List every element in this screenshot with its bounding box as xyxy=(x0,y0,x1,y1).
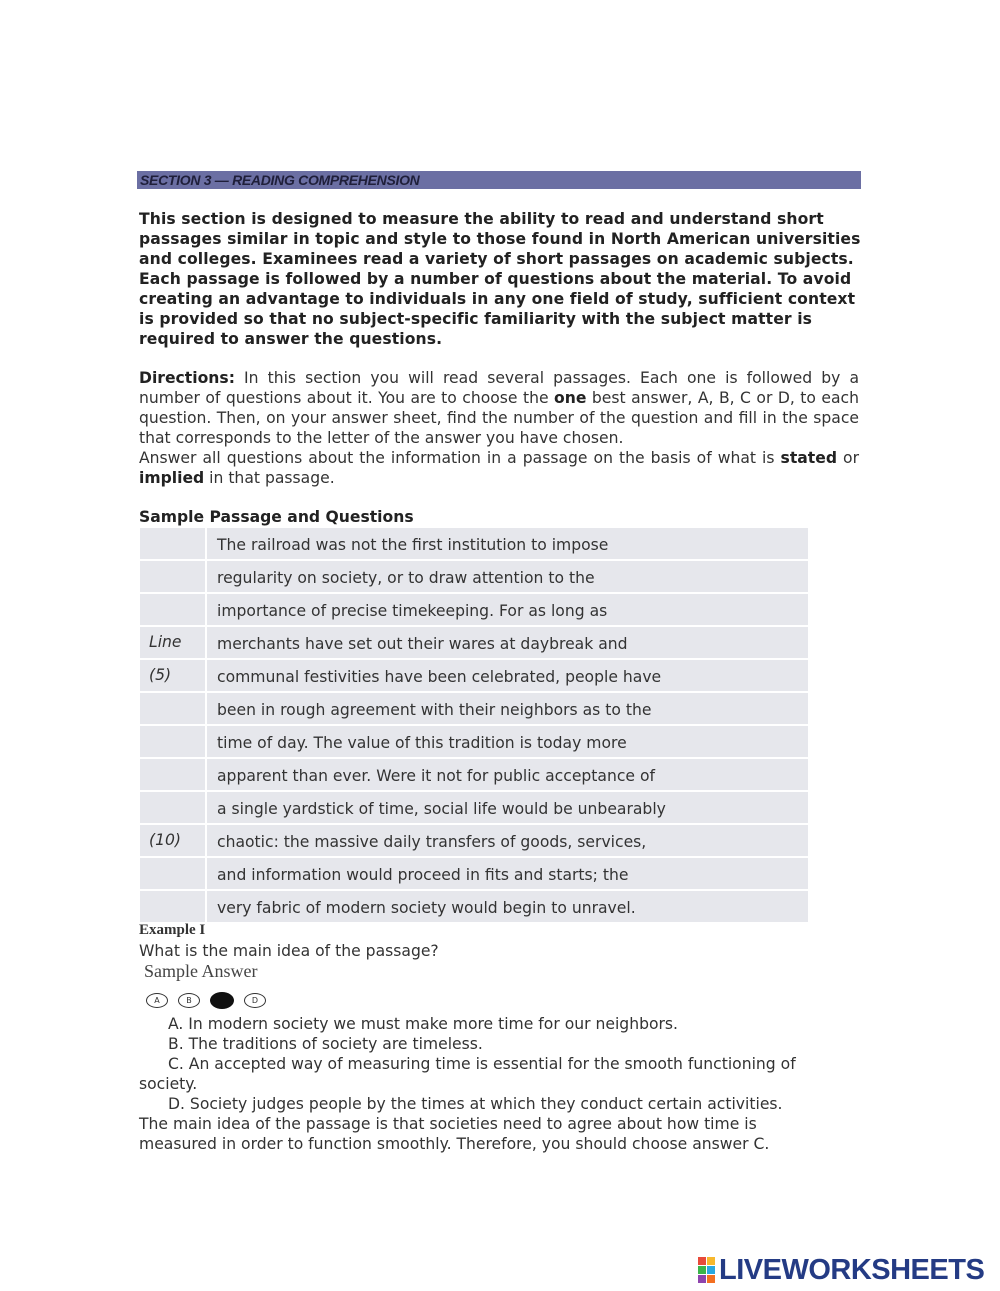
example-question: What is the main idea of the passage? xyxy=(139,942,439,960)
answer-bubbles xyxy=(146,993,266,1009)
option-b: B. The traditions of society are timeless. xyxy=(168,1035,483,1053)
passage-line: The railroad was not the first institution to impose xyxy=(207,528,808,559)
line-number xyxy=(140,726,205,757)
sample-heading: Sample Passage and Questions xyxy=(139,508,414,526)
logo-blocks-icon xyxy=(698,1257,715,1283)
section-title-bar xyxy=(137,171,861,189)
passage-line: time of day. The value of this tradition is today more xyxy=(207,726,808,757)
directions-one: one xyxy=(554,389,587,407)
line-number xyxy=(140,594,205,625)
passage-line: and information would proceed in fits and starts; the xyxy=(207,858,808,889)
directions-text-1: In this section you will read several passages. Each one is followed by a number of questions about it. You are to choose the xyxy=(139,369,859,407)
line-number xyxy=(140,792,205,823)
directions-or: or xyxy=(837,449,859,467)
directions-text-2: best answer, A, B, C or D, to each question. Then, on your answer sheet, find the number of the question and fill in the space that corresponds to the letter of the answer you have chosen. xyxy=(139,389,859,447)
directions-text-3: Answer all questions about the information in a passage on the basis of what is xyxy=(139,449,781,467)
sample-passage-table xyxy=(140,528,808,924)
line-number: (10) xyxy=(140,825,205,856)
line-number: (5) xyxy=(140,660,205,691)
line-number xyxy=(140,528,205,559)
line-number: Line xyxy=(140,627,205,658)
passage-line: a single yardstick of time, social life would be unbearably xyxy=(207,792,808,823)
section-title: SECTION 3 — READING COMPREHENSION xyxy=(140,172,420,188)
option-d: D. Society judges people by the times at which they conduct certain activities. xyxy=(168,1095,783,1113)
intro-paragraph: This section is designed to measure the ability to read and understand short passages similar in topic and style to those found in North American universities and colleges. Examinees read a variety of short passages on academic subjects. Each passage is followed by a number of questions about the material. To avoid creating an advantage to individuals in any one field of study, sufficient context is provided so that no subject-specific familiarity with the subject matter is required to answer the questions. xyxy=(139,210,861,348)
logo-text: LIVEWORKSHEETS xyxy=(719,1254,985,1286)
passage-line: very fabric of modern society would begin to unravel. xyxy=(207,891,808,922)
option-c: C. An accepted way of measuring time is essential for the smooth functioning of society. xyxy=(139,1055,796,1093)
bubble-b: B xyxy=(178,993,200,1008)
directions-stated: stated xyxy=(780,449,837,467)
passage-row xyxy=(140,693,808,726)
example-label: Example I xyxy=(139,922,206,938)
line-number xyxy=(140,891,205,922)
directions-paragraph xyxy=(139,368,859,488)
passage-row xyxy=(140,891,808,924)
passage-line: communal festivities have been celebrated, people have xyxy=(207,660,808,691)
passage-line: regularity on society, or to draw attention to the xyxy=(207,561,808,592)
passage-line: importance of precise timekeeping. For as long as xyxy=(207,594,808,625)
passage-row xyxy=(140,627,808,660)
liveworksheets-logo xyxy=(698,1255,984,1285)
bubble-d: D xyxy=(244,993,266,1008)
line-number xyxy=(140,858,205,889)
passage-line: chaotic: the massive daily transfers of goods, services, xyxy=(207,825,808,856)
sample-answer-label: Sample Answer xyxy=(144,961,258,981)
passage-row xyxy=(140,792,808,825)
directions-label: Directions: xyxy=(139,369,235,387)
explanation: The main idea of the passage is that societies need to agree about how time is measured in order to function smoothly. Therefore, you should choose answer C. xyxy=(139,1115,770,1153)
passage-row xyxy=(140,858,808,891)
passage-row xyxy=(140,594,808,627)
option-a: A. In modern society we must make more time for our neighbors. xyxy=(168,1015,679,1033)
bubble-a: A xyxy=(146,993,168,1008)
passage-line: been in rough agreement with their neighbors as to the xyxy=(207,693,808,724)
passage-line: apparent than ever. Were it not for public acceptance of xyxy=(207,759,808,790)
directions-text-4: in that passage. xyxy=(204,469,335,487)
bubble-c-filled xyxy=(210,992,234,1009)
passage-row xyxy=(140,726,808,759)
passage-row xyxy=(140,528,808,561)
line-number xyxy=(140,693,205,724)
passage-line: merchants have set out their wares at daybreak and xyxy=(207,627,808,658)
passage-row xyxy=(140,759,808,792)
answer-options xyxy=(139,1014,839,1154)
passage-row xyxy=(140,561,808,594)
passage-row xyxy=(140,660,808,693)
line-number xyxy=(140,561,205,592)
line-number xyxy=(140,759,205,790)
directions-implied: implied xyxy=(139,469,205,487)
passage-row xyxy=(140,825,808,858)
